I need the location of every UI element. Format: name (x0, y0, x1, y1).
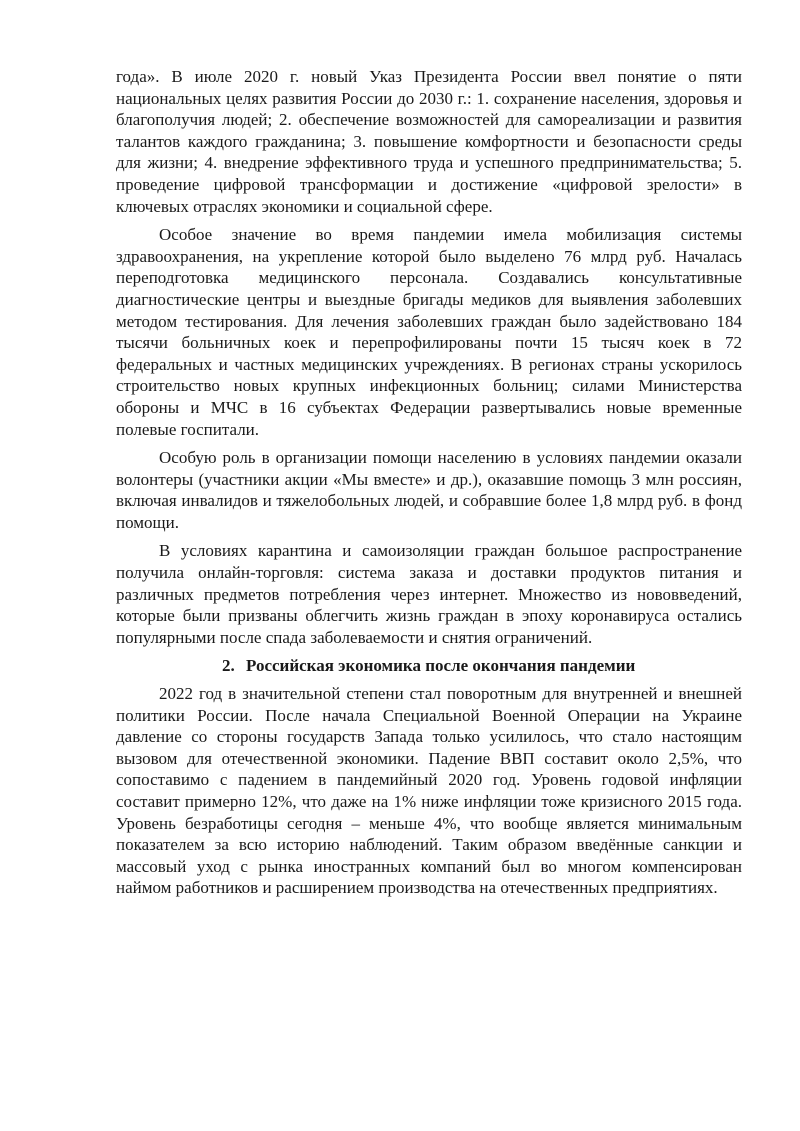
paragraph-volunteers: Особую роль в организации помощи населению в условиях пандемии оказали волонтеры (участники акции «Мы вместе» и др.), оказавшие помощь 3 млн россиян, включая инвалидов и тяжелобольных людей, и собравшие более 1,8 млрд руб. в фонд помощи. (116, 448, 742, 532)
paragraph-economy-2022: 2022 год в значительной степени стал поворотным для внутренней и внешней политики России. После начала Специальной Военной Операции на Украине давление со стороны государств Запада только усилилось, что стало настоящим вызовом для отечественной экономики. Падение ВВП составит около 2,5%, что сопоставимо с падением в пандемийный 2020 год. Уровень годовой инфляции составит примерно 12%, что даже на 1% ниже инфляции тоже кризисного 2015 года. Уровень безработицы сегодня – меньше 4%, что вообще является минимальным показателем за всю историю наблюдений. Таким образом введённые санкции и массовый уход с рынка иностранных компаний был во многом компенсирован наймом работников и расширением производства на отечественных предприятиях. (116, 684, 742, 898)
paragraph-national-goals: года». В июле 2020 г. новый Указ Президента России ввел понятие о пяти национальных целях развития России до 2030 г.: 1. сохранение населения, здоровья и благополучия людей; 2. обеспечение возможностей для самореализации и развития талантов каждого гражданина; 3. повышение комфортности и безопасности среды для жизни; 4. внедрение эффективного труда и успешного предпринимательства; 5. проведение цифровой трансформации и достижение «цифровой зрелости» в ключевых отраслях экономики и социальной сфере. (116, 67, 742, 216)
document-page (116, 66, 742, 906)
paragraph-online-trade: В условиях карантина и самоизоляции граждан большое распространение получила онлайн-торговля: система заказа и доставки продуктов питания и различных предметов потребления через интернет. Множество из нововведений, которые были призваны облегчить жизнь граждан в эпоху коронавируса остались популярными после спада заболеваемости и снятия ограничений. (116, 541, 742, 647)
paragraph-healthcare-mobilization: Особое значение во время пандемии имела мобилизация системы здравоохранения, на укрепление которой было выделено 76 млрд руб. Началась переподготовка медицинского персонала. Создавались консультативные диагностические центры и выездные бригады медиков для выявления заболевших методом тестирования. Для лечения заболевших граждан было задействовано 184 тысячи больничных коек и перепрофилированы почти 15 тысяч коек в 72 федеральных и частных медицинских учреждениях. В регионах страны ускорилось строительство новых крупных инфекционных больниц; силами Министерства обороны и МЧС в 16 субъектах Федерации развертывались новые временные полевые госпитали. (116, 225, 742, 439)
section-title: Российская экономика после окончания пандемии (246, 656, 636, 676)
section-number: 2. (222, 656, 235, 676)
section-heading (116, 655, 742, 677)
